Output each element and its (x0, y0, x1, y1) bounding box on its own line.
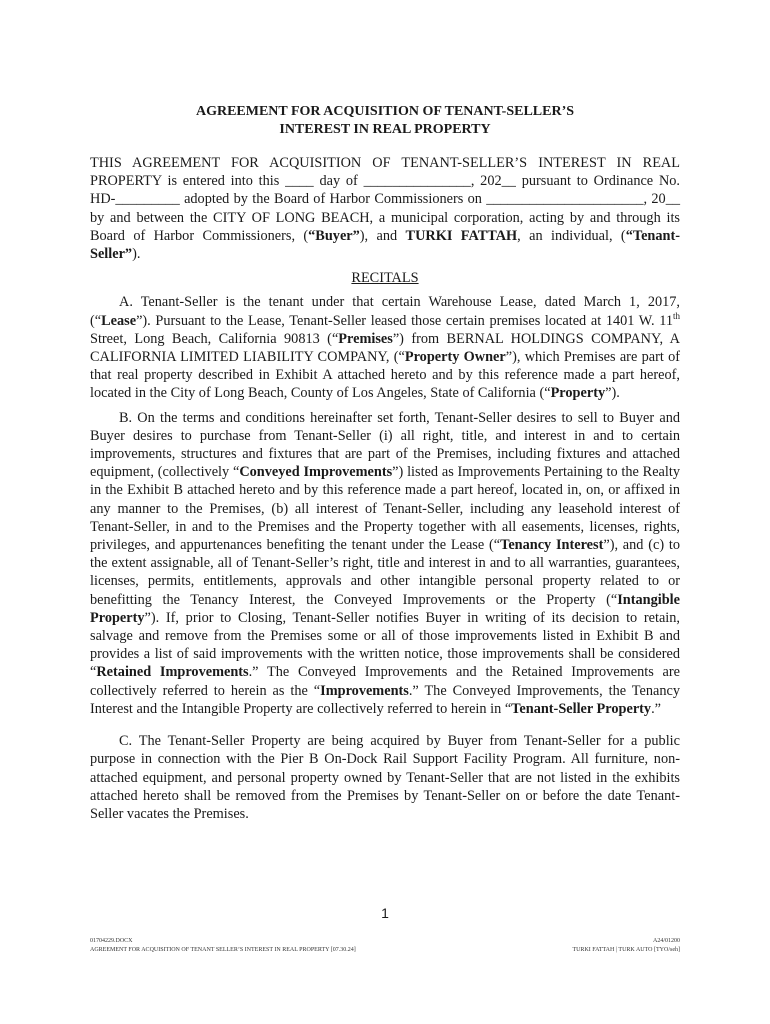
recital-text: ”) listed as Improvements Pertaining to the Realty in the Exhibit B attached hereto and by this reference made a part hereof, located in, on, or affixed in any manner to the Premises, (b) all interest of Tenant-Seller, including any leasehold interest of Tenant-Seller, in and to the Premises and the Property together with all easements, licenses, rights, privileges, and appurtenances benefiting the tenant under the Lease (“ (90, 464, 680, 554)
defined-term: Property Owner (404, 349, 506, 366)
intro-text: ). (132, 246, 141, 263)
defined-term: Lease (101, 312, 137, 329)
intro-text: THIS AGREEMENT FOR ACQUISITION OF TENANT-SELLER’S INTEREST IN REAL PROPERTY is entered into this ____ day of _______________, 202__ pursuant to Ordinance No. HD-_________ adopted by the Board of Harbor Commissioners on ______________________, 20__ by and between the CITY OF LONG BEACH, a municipal corporation, acting by and through its Board of Harbor Commissioners, ( (90, 155, 680, 244)
recital-a-paragraph (90, 293, 680, 402)
recital-b-paragraph (90, 409, 680, 718)
recital-text: ”). (605, 385, 620, 402)
intro-paragraph (90, 154, 680, 263)
defined-term-buyer: “Buyer” (308, 227, 360, 244)
footer-party-ref: TURKI FATTAH | TURK AUTO [TYO/seh] (572, 947, 680, 953)
recital-text: .” (651, 700, 662, 717)
title-line-2: INTEREST IN REAL PROPERTY (279, 122, 491, 137)
recital-text: ”) from BERNAL HOLDINGS COMPANY, A CALIFORNIA LIMITED LIABILITY COMPANY, (“ (90, 330, 680, 366)
ordinal-superscript: th (672, 310, 680, 321)
footer-right (572, 937, 680, 955)
document-title (90, 103, 680, 139)
recital-c-paragraph: C. The Tenant-Seller Property are being acquired by Buyer from Tenant-Seller for a public purpose in connection with the Pier B On-Dock Rail Support Facility Program. All furniture, non-attached equipment, and personal property owned by Tenant-Seller that are not listed in the exhibits attached hereto shall be removed from the Premises by Tenant-Seller on or before the date Tenant-Seller vacates the Premises. (90, 733, 680, 822)
recital-text: .” The Conveyed Improvements and the Retained Improvements are collectively referred to herein as the “ (90, 664, 681, 699)
recital-text: B. On the terms and conditions hereinafter set forth, Tenant-Seller desires to sell to Buyer and Buyer desires to purchase from Tenant-Seller (i) all right, title, and interest in and to certain improvements, structures and fixtures that are part of the Premises, including fixtures and attached equipment, (collectively “ (90, 409, 680, 481)
spacer (90, 718, 680, 732)
defined-term: Intangible Property (90, 591, 680, 626)
recital-text: .” The Conveyed Improvements, the Tenancy Interest and the Intangible Property are collectively referred to herein in “ (90, 682, 681, 717)
title-line-1: AGREEMENT FOR ACQUISITION OF TENANT-SELLER’S (195, 104, 575, 119)
footer-doc-title: AGREEMENT FOR ACQUISITION OF TENANT SELLER’S INTEREST IN REAL PROPERTY [07.30.24] (90, 947, 356, 953)
recital-text: A. Tenant-Seller is the tenant under that certain Warehouse Lease, dated March 1, 2017, (“ (90, 294, 680, 329)
recitals-heading: RECITALS (351, 270, 419, 287)
defined-term: Conveyed Improvements (239, 464, 393, 481)
footer-left (90, 937, 356, 955)
recital-text: Street, Long Beach, California 90813 (“ (90, 330, 339, 347)
defined-term: Premises (338, 330, 393, 347)
footer-file-number: A24/01200 (653, 938, 680, 944)
defined-term: Tenant-Seller Property (511, 700, 652, 717)
recital-text: ”). Pursuant to the Lease, Tenant-Seller leased those certain premises located at 1401 W. 11 (136, 312, 673, 329)
recital-text: ”), which Premises are part of that real property described in Exhibit A attached hereto and by this reference made a part hereof, located in the City of Long Beach, County of Los Angeles, State of California (“ (90, 349, 680, 402)
defined-term-tenant-seller: “Tenant-Seller” (90, 227, 680, 263)
footer-doc-id: 01704229.DOCX (90, 938, 133, 944)
intro-text: ), and (359, 227, 406, 244)
defined-term: Retained Improvements (96, 664, 249, 681)
defined-term: Tenancy Interest (500, 537, 604, 554)
party-name: TURKI FATTAH (405, 227, 518, 244)
defined-term: Improvements (320, 682, 409, 699)
document-body (90, 154, 680, 823)
defined-term: Property (550, 385, 606, 402)
page-number: 1 (381, 905, 389, 921)
intro-text: , an individual, ( (517, 227, 626, 244)
recital-text: ”). If, prior to Closing, Tenant-Seller notifies Buyer in writing of its decision to retain, salvage and remove from the Premises some or all of those improvements listed in Exhibit B and provides a list of said improvements with the written notice, those improvements shall be considered “ (90, 609, 680, 681)
recital-text: ”), and (c) to the extent assignable, all of Tenant-Seller’s right, title and interest in and to all warranties, guarantees, licenses, permits, entitlements, approvals and other intangible personal property related to or benefitting the Tenancy Interest, the Conveyed Improvements or the Property (“ (90, 537, 680, 608)
